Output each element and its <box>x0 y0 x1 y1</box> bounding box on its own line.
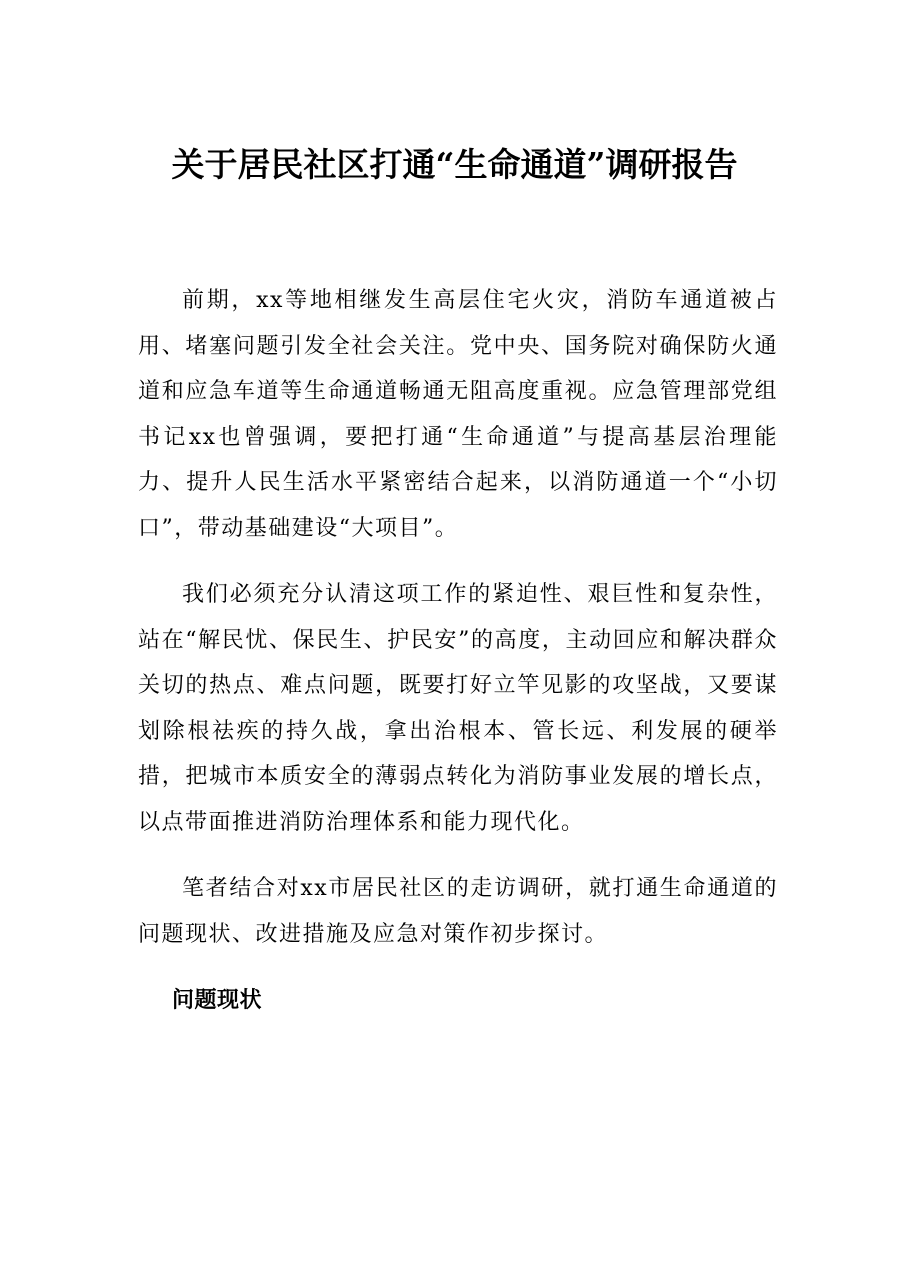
paragraph-intro: 前期，xx等地相继发生高层住宅火灾，消防车通道被占用、堵塞问题引发全社会关注。党中央、国务院对确保防火通道和应急车道等生命通道畅通无阻高度重视。应急管理部党组书记xx也曾强调，要把打通“生命通道”与提高基层治理能力、提升人民生活水平紧密结合起来，以消防通道一个“小切口”，带动基础建设“大项目”。 <box>138 288 778 541</box>
paragraph-purpose: 笔者结合对xx市居民社区的走访调研，就打通生命通道的问题现状、改进措施及应急对策作初步探讨。 <box>138 876 778 947</box>
document-body <box>138 278 778 1024</box>
document-title: 关于居民社区打通“生命通道”调研报告 <box>171 145 738 184</box>
section-heading-problems: 问题现状 <box>172 987 263 1013</box>
paragraph-urgency: 我们必须充分认清这项工作的紧迫性、艰巨性和复杂性，站在“解民忧、保民生、护民安”的高度，主动回应和解决群众关切的热点、难点问题，既要打好立竿见影的攻坚战，又要谋划除根祛疾的持久战，拿出治根本、管长远、利发展的硬举措，把城市本质安全的薄弱点转化为消防事业发展的增长点，以点带面推进消防治理体系和能力现代化。 <box>138 582 778 835</box>
